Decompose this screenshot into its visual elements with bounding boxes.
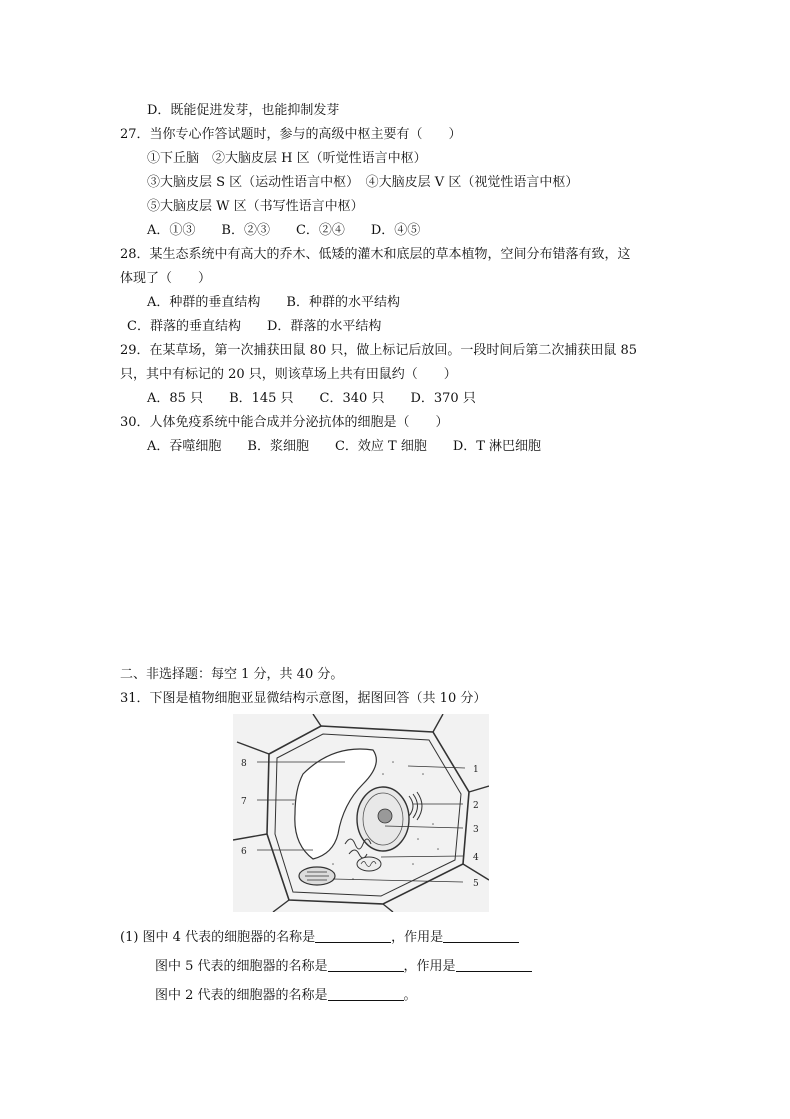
fill-in-line — [155, 986, 417, 1005]
fill-in-text: ，作用是 — [403, 959, 456, 974]
question-line: ③大脑皮层 S 区（运动性语言中枢） ④大脑皮层 V 区（视觉性语言中枢） — [147, 175, 579, 190]
question-options: A．种群的垂直结构 B．种群的水平结构 — [147, 295, 400, 310]
figure-label: 4 — [473, 853, 479, 863]
question-options: C．群落的垂直结构 D．群落的水平结构 — [127, 319, 382, 334]
question-26-option-d: D．既能促进发芽，也能抑制发芽 — [147, 103, 340, 118]
question-options: A．①③ B．②③ C．②④ D．④⑤ — [147, 223, 421, 238]
answer-blank[interactable] — [328, 957, 404, 972]
figure-label: 5 — [473, 879, 479, 889]
fill-in-text: 图中 2 代表的细胞器的名称是 — [155, 988, 328, 1003]
answer-blank[interactable] — [315, 928, 391, 943]
question-stem-continued: 体现了（ ） — [120, 271, 212, 286]
question-stem: 28．某生态系统中有高大的乔木、低矮的灌木和底层的草本植物，空间分布错落有致，这 — [120, 247, 631, 262]
figure-label: 6 — [241, 847, 247, 857]
question-line: ⑤大脑皮层 W 区（书写性语言中枢） — [147, 199, 364, 214]
fill-in-line — [155, 957, 532, 976]
section-heading: 二、非选择题：每空 1 分，共 40 分。 — [120, 667, 344, 682]
fill-in-text: 图中 5 代表的细胞器的名称是 — [155, 959, 328, 974]
question-line: ①下丘脑 ②大脑皮层 H 区（听觉性语言中枢） — [147, 151, 427, 166]
question-stem-continued: 只，其中有标记的 20 只，则该草场上共有田鼠约（ ） — [120, 367, 457, 382]
plant-cell-diagram — [233, 714, 489, 912]
figure-label: 3 — [473, 825, 479, 835]
question-31-stem: 31．下图是植物细胞亚显微结构示意图，据图回答（共 10 分） — [120, 691, 487, 706]
figure-label: 8 — [241, 759, 247, 769]
fill-in-text: (1) 图中 4 代表的细胞器的名称是 — [120, 930, 316, 945]
plant-cell-svg — [233, 714, 489, 912]
question-options: A．85 只 B．145 只 C．340 只 D．370 只 — [147, 391, 476, 406]
figure-label: 2 — [473, 801, 479, 811]
answer-blank[interactable] — [456, 957, 532, 972]
question-stem: 30．人体免疫系统中能合成并分泌抗体的细胞是（ ） — [120, 415, 449, 430]
question-options: A．吞噬细胞 B．浆细胞 C．效应 T 细胞 D．T 淋巴细胞 — [147, 439, 542, 454]
answer-blank[interactable] — [443, 928, 519, 943]
figure-label: 7 — [241, 797, 247, 807]
fill-in-line — [120, 928, 519, 947]
question-stem: 29．在某草场，第一次捕获田鼠 80 只，做上标记后放回。一段时间后第二次捕获田鼠 85 — [120, 343, 638, 358]
figure-label: 1 — [473, 765, 479, 775]
question-stem: 27．当你专心作答试题时，参与的高级中枢主要有（ ） — [120, 127, 462, 142]
fill-in-text: 。 — [403, 988, 417, 1003]
fill-in-text: ，作用是 — [391, 930, 444, 945]
answer-blank[interactable] — [328, 986, 404, 1001]
